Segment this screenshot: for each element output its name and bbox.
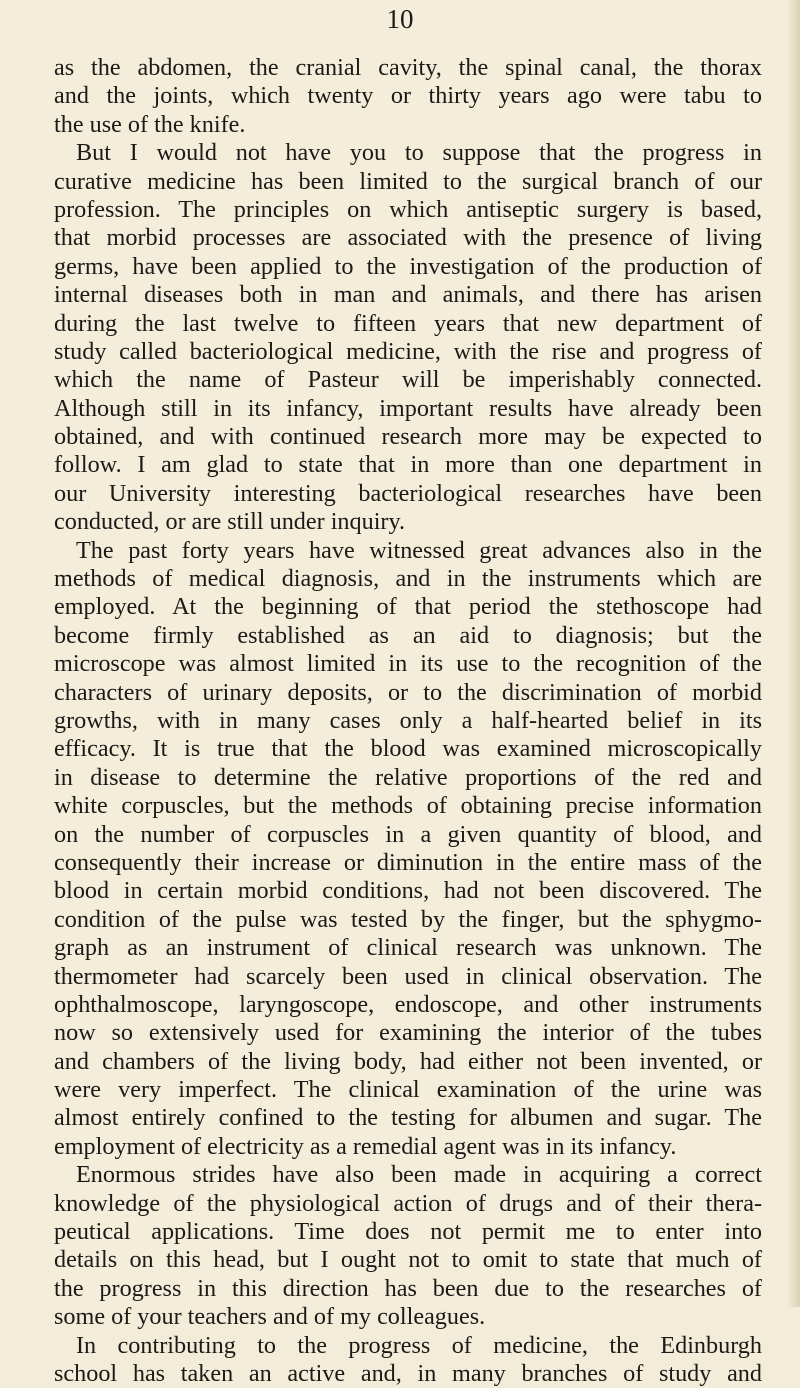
- text-line: and the joints, which twenty or thirty years ago were tabu to: [54, 82, 762, 110]
- text-line: characters of urinary deposits, or to the discrimination of morbid: [54, 678, 762, 706]
- text-line: white corpuscles, but the methods of obtaining precise information: [54, 792, 762, 820]
- text-line: blood in certain morbid conditions, had not been discovered. The: [54, 877, 762, 905]
- text-line: methods of medical diagnosis, and in the instruments which are: [54, 565, 762, 593]
- text-line: condition of the pulse was tested by the finger, but the sphygmo-: [54, 905, 762, 933]
- text-line: Although still in its infancy, important results have already been: [54, 394, 762, 422]
- text-line: internal diseases both in man and animals, and there has arisen: [54, 281, 762, 309]
- text-line: profession. The principles on which antiseptic surgery is based,: [54, 195, 762, 223]
- text-line: thermometer had scarcely been used in clinical observation. The: [54, 962, 762, 990]
- text-line: the use of the knife.: [54, 110, 246, 138]
- text-line: graph as an instrument of clinical research was unknown. The: [54, 934, 762, 962]
- text-line: microscope was almost limited in its use to the recognition of the: [54, 650, 762, 678]
- text-line: germs, have been applied to the investigation of the production of: [54, 252, 762, 280]
- text-line: The past forty years have witnessed great advances also in the: [76, 536, 762, 564]
- text-line: some of your teachers and of my colleagues.: [54, 1303, 486, 1331]
- text-line: which the name of Pasteur will be imperishably connected.: [54, 366, 762, 394]
- body-text: [54, 54, 762, 1388]
- paragraph: [54, 1161, 762, 1331]
- text-line: curative medicine has been limited to the surgical branch of our: [54, 167, 762, 195]
- text-line: In contributing to the progress of medicine, the Edinburgh: [76, 1331, 762, 1359]
- text-line: were very imperfect. The clinical examination of the urine was: [54, 1076, 762, 1104]
- text-line: conducted, or are still under inquiry.: [54, 508, 406, 536]
- text-line: that morbid processes are associated with the presence of living: [54, 224, 762, 252]
- text-line: as the abdomen, the cranial cavity, the spinal canal, the thorax: [54, 54, 762, 81]
- text-line: during the last twelve to fifteen years that new department of: [54, 309, 762, 337]
- paragraph: [54, 537, 762, 1162]
- text-line: follow. I am glad to state that in more than one department in: [54, 451, 762, 479]
- text-line: employed. At the beginning of that period the stethoscope had: [54, 593, 762, 621]
- page-edge-shadow: [786, 0, 800, 1307]
- text-line: But I would not have you to suppose that the progress in: [76, 139, 762, 167]
- text-line: study called bacteriological medicine, with the rise and progress of: [54, 337, 762, 365]
- text-line: in disease to determine the relative proportions of the red and: [54, 763, 762, 791]
- text-line: almost entirely confined to the testing for albumen and sugar. The: [54, 1104, 762, 1132]
- text-line: Enormous strides have also been made in acquiring a correct: [76, 1161, 762, 1189]
- text-line: and chambers of the living body, had either not been invented, or: [54, 1047, 762, 1075]
- text-line: employment of electricity as a remedial agent was in its infancy.: [54, 1132, 677, 1160]
- text-line: school has taken an active and, in many branches of study and: [54, 1359, 762, 1387]
- paragraph: [54, 1332, 762, 1388]
- text-line: details on this head, but I ought not to omit to state that much of: [54, 1246, 762, 1274]
- text-line: efficacy. It is true that the blood was examined microscopically: [54, 735, 762, 763]
- paragraph: [54, 54, 762, 139]
- text-line: the progress in this direction has been due to the researches of: [54, 1274, 762, 1302]
- text-line: ophthalmoscope, laryngoscope, endoscope, and other instruments: [54, 990, 762, 1018]
- text-line: become firmly established as an aid to diagnosis; but the: [54, 621, 762, 649]
- text-line: obtained, and with continued research more may be expected to: [54, 423, 762, 451]
- page-number: 10: [386, 4, 414, 34]
- text-line: now so extensively used for examining the interior of the tubes: [54, 1019, 762, 1047]
- text-line: consequently their increase or diminution in the entire mass of the: [54, 848, 762, 876]
- text-line: peutical applications. Time does not permit me to enter into: [54, 1218, 762, 1246]
- paragraph: [54, 139, 762, 536]
- text-line: growths, with in many cases only a half-hearted belief in its: [54, 706, 762, 734]
- text-line: on the number of corpuscles in a given quantity of blood, and: [54, 820, 762, 848]
- text-line: our University interesting bacteriological researches have been: [54, 479, 762, 507]
- text-line: knowledge of the physiological action of drugs and of their thera-: [54, 1189, 762, 1217]
